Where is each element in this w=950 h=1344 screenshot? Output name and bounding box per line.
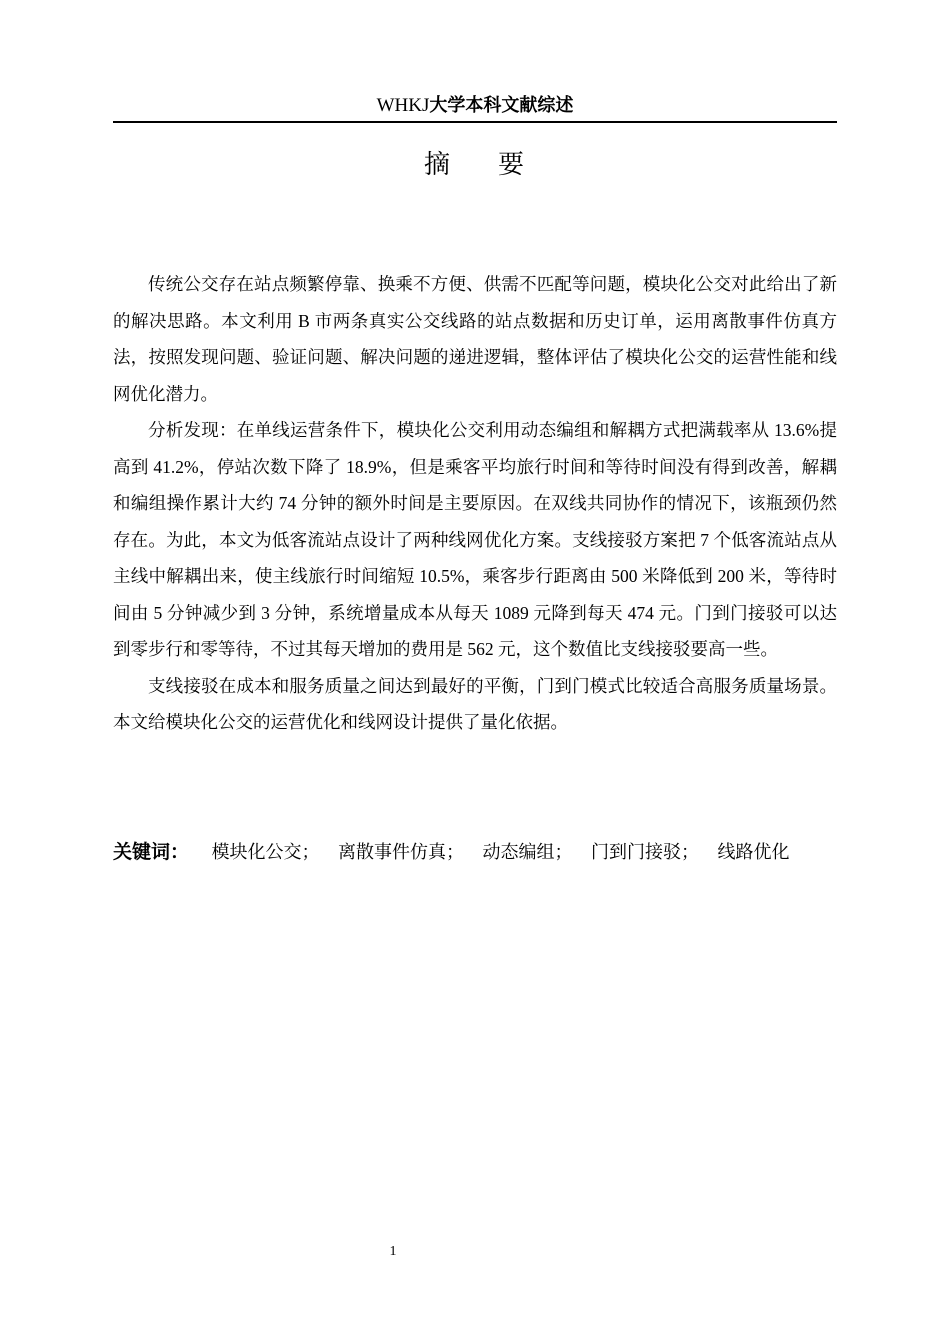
paragraph-1: 传统公交存在站点频繁停靠、换乘不方便、供需不匹配等问题，模块化公交对此给出了新的解决思路。本文利用 B 市两条真实公交线路的站点数据和历史订单，运用离散事件仿真方法，按照发现问题、验证问题、解决问题的递进逻辑，整体评估了模块化公交的运营性能和线网优化潜力。 bbox=[113, 274, 837, 404]
paragraph-3: 支线接驳在成本和服务质量之间达到最好的平衡，门到门模式比较适合高服务质量场景。本文给模块化公交的运营优化和线网设计提供了量化依据。 bbox=[113, 675, 837, 732]
header-prefix: WHKJ bbox=[376, 95, 430, 116]
header-suffix: 大学本科文献综述 bbox=[429, 95, 574, 116]
title-char-1: 摘 bbox=[423, 150, 452, 180]
keyword-item: 动态编组； bbox=[482, 842, 573, 862]
keywords-label: 关键词： bbox=[113, 841, 190, 863]
page-title bbox=[113, 145, 837, 185]
title-char-2: 要 bbox=[498, 150, 527, 180]
keywords-line bbox=[113, 834, 837, 870]
paragraph-2: 分析发现：在单线运营条件下，模块化公交利用动态编组和解耦方式把满载率从 13.6%提高到 41.2%，停站次数下降了 18.9%，但是乘客平均旅行时间和等待时间没有得到改善，解耦和编组操作累计大约 74 分钟的额外时间是主要原因。在双线共同协作的情况下，该瓶颈仍然存在。为此，本文为低客流站点设计了两种线网优化方案。支线接驳方案把 7 个低客流站点从主线中解耦出来，使主线旅行时间缩短 10.5%，乘客步行距离由 500 米降低到 200 米，等待时间由 5 分钟减少到 3 分钟，系统增量成本从每天 1089 元降到每天 474 元。门到门接驳可以达到零步行和零等待，不过其每天增加的费用是 562 元，这个数值比支线接驳要高一些。 bbox=[113, 420, 837, 659]
keyword-item: 模块化公交； bbox=[211, 842, 320, 862]
page-number: 1 bbox=[389, 1244, 397, 1259]
keyword-item: 门到门接驳； bbox=[591, 842, 700, 862]
running-header bbox=[113, 92, 837, 123]
keyword-item: 线路优化 bbox=[717, 842, 790, 862]
keyword-item: 离散事件仿真； bbox=[338, 842, 465, 862]
abstract-body bbox=[113, 266, 837, 741]
